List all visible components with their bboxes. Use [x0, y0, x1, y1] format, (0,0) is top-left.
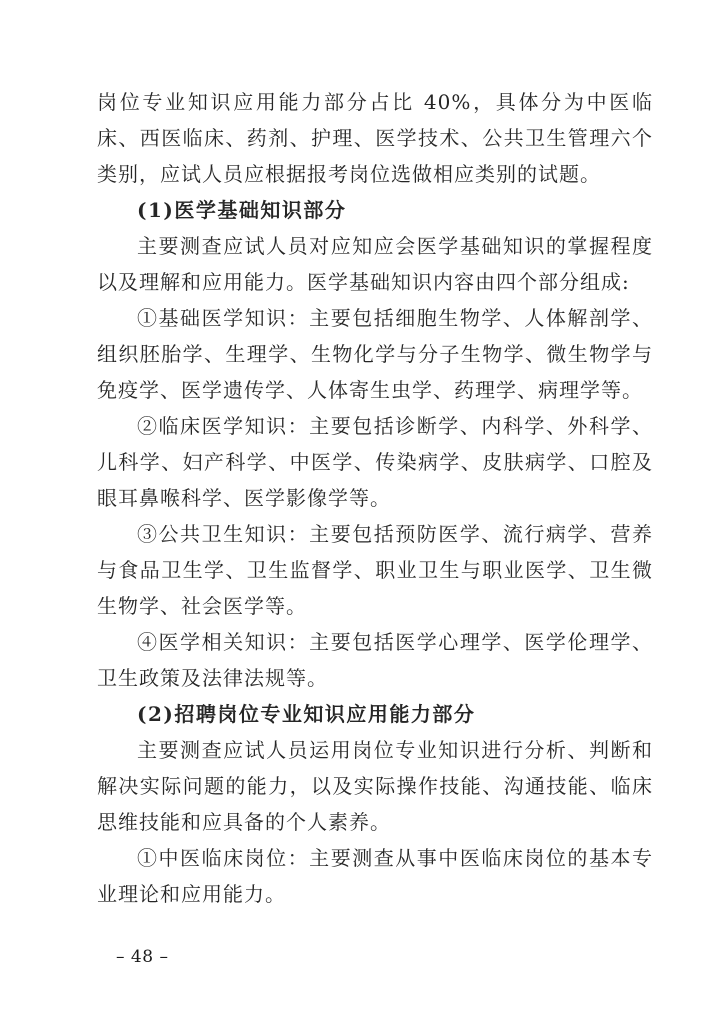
paragraph: 主要测查应试人员对应知应会医学基础知识的掌握程度以及理解和应用能力。医学基础知识内容由四个部分组成:: [97, 234, 653, 294]
section-heading: (1)医学基础知识部分: [137, 198, 347, 222]
section-heading: (2)招聘岗位专业知识应用能力部分: [137, 702, 476, 726]
paragraph: ①基础医学知识：主要包括细胞生物学、人体解剖学、组织胚胎学、生理学、生物化学与分子生物学、微生物学与免疫学、医学遗传学、人体寄生虫学、药理学、病理学等。: [97, 306, 653, 402]
paragraph: 岗位专业知识应用能力部分占比 40%，具体分为中医临床、西医临床、药剂、护理、医学技术、公共卫生管理六个类别，应试人员应根据报考岗位选做相应类别的试题。: [97, 90, 653, 186]
paragraph: ①中医临床岗位：主要测查从事中医临床岗位的基本专业理论和应用能力。: [97, 846, 653, 906]
page-number: – 48 –: [116, 947, 169, 967]
paragraph: ②临床医学知识：主要包括诊断学、内科学、外科学、儿科学、妇产科学、中医学、传染病学、皮肤病学、口腔及眼耳鼻喉科学、医学影像学等。: [97, 414, 653, 510]
paragraph: ④医学相关知识：主要包括医学心理学、医学伦理学、卫生政策及法律法规等。: [97, 630, 653, 690]
document-body: [97, 84, 653, 912]
paragraph: 主要测查应试人员运用岗位专业知识进行分析、判断和解决实际问题的能力，以及实际操作技能、沟通技能、临床思维技能和应具备的个人素养。: [97, 738, 653, 834]
paragraph: ③公共卫生知识：主要包括预防医学、流行病学、营养与食品卫生学、卫生监督学、职业卫生与职业医学、卫生微生物学、社会医学等。: [97, 522, 653, 618]
